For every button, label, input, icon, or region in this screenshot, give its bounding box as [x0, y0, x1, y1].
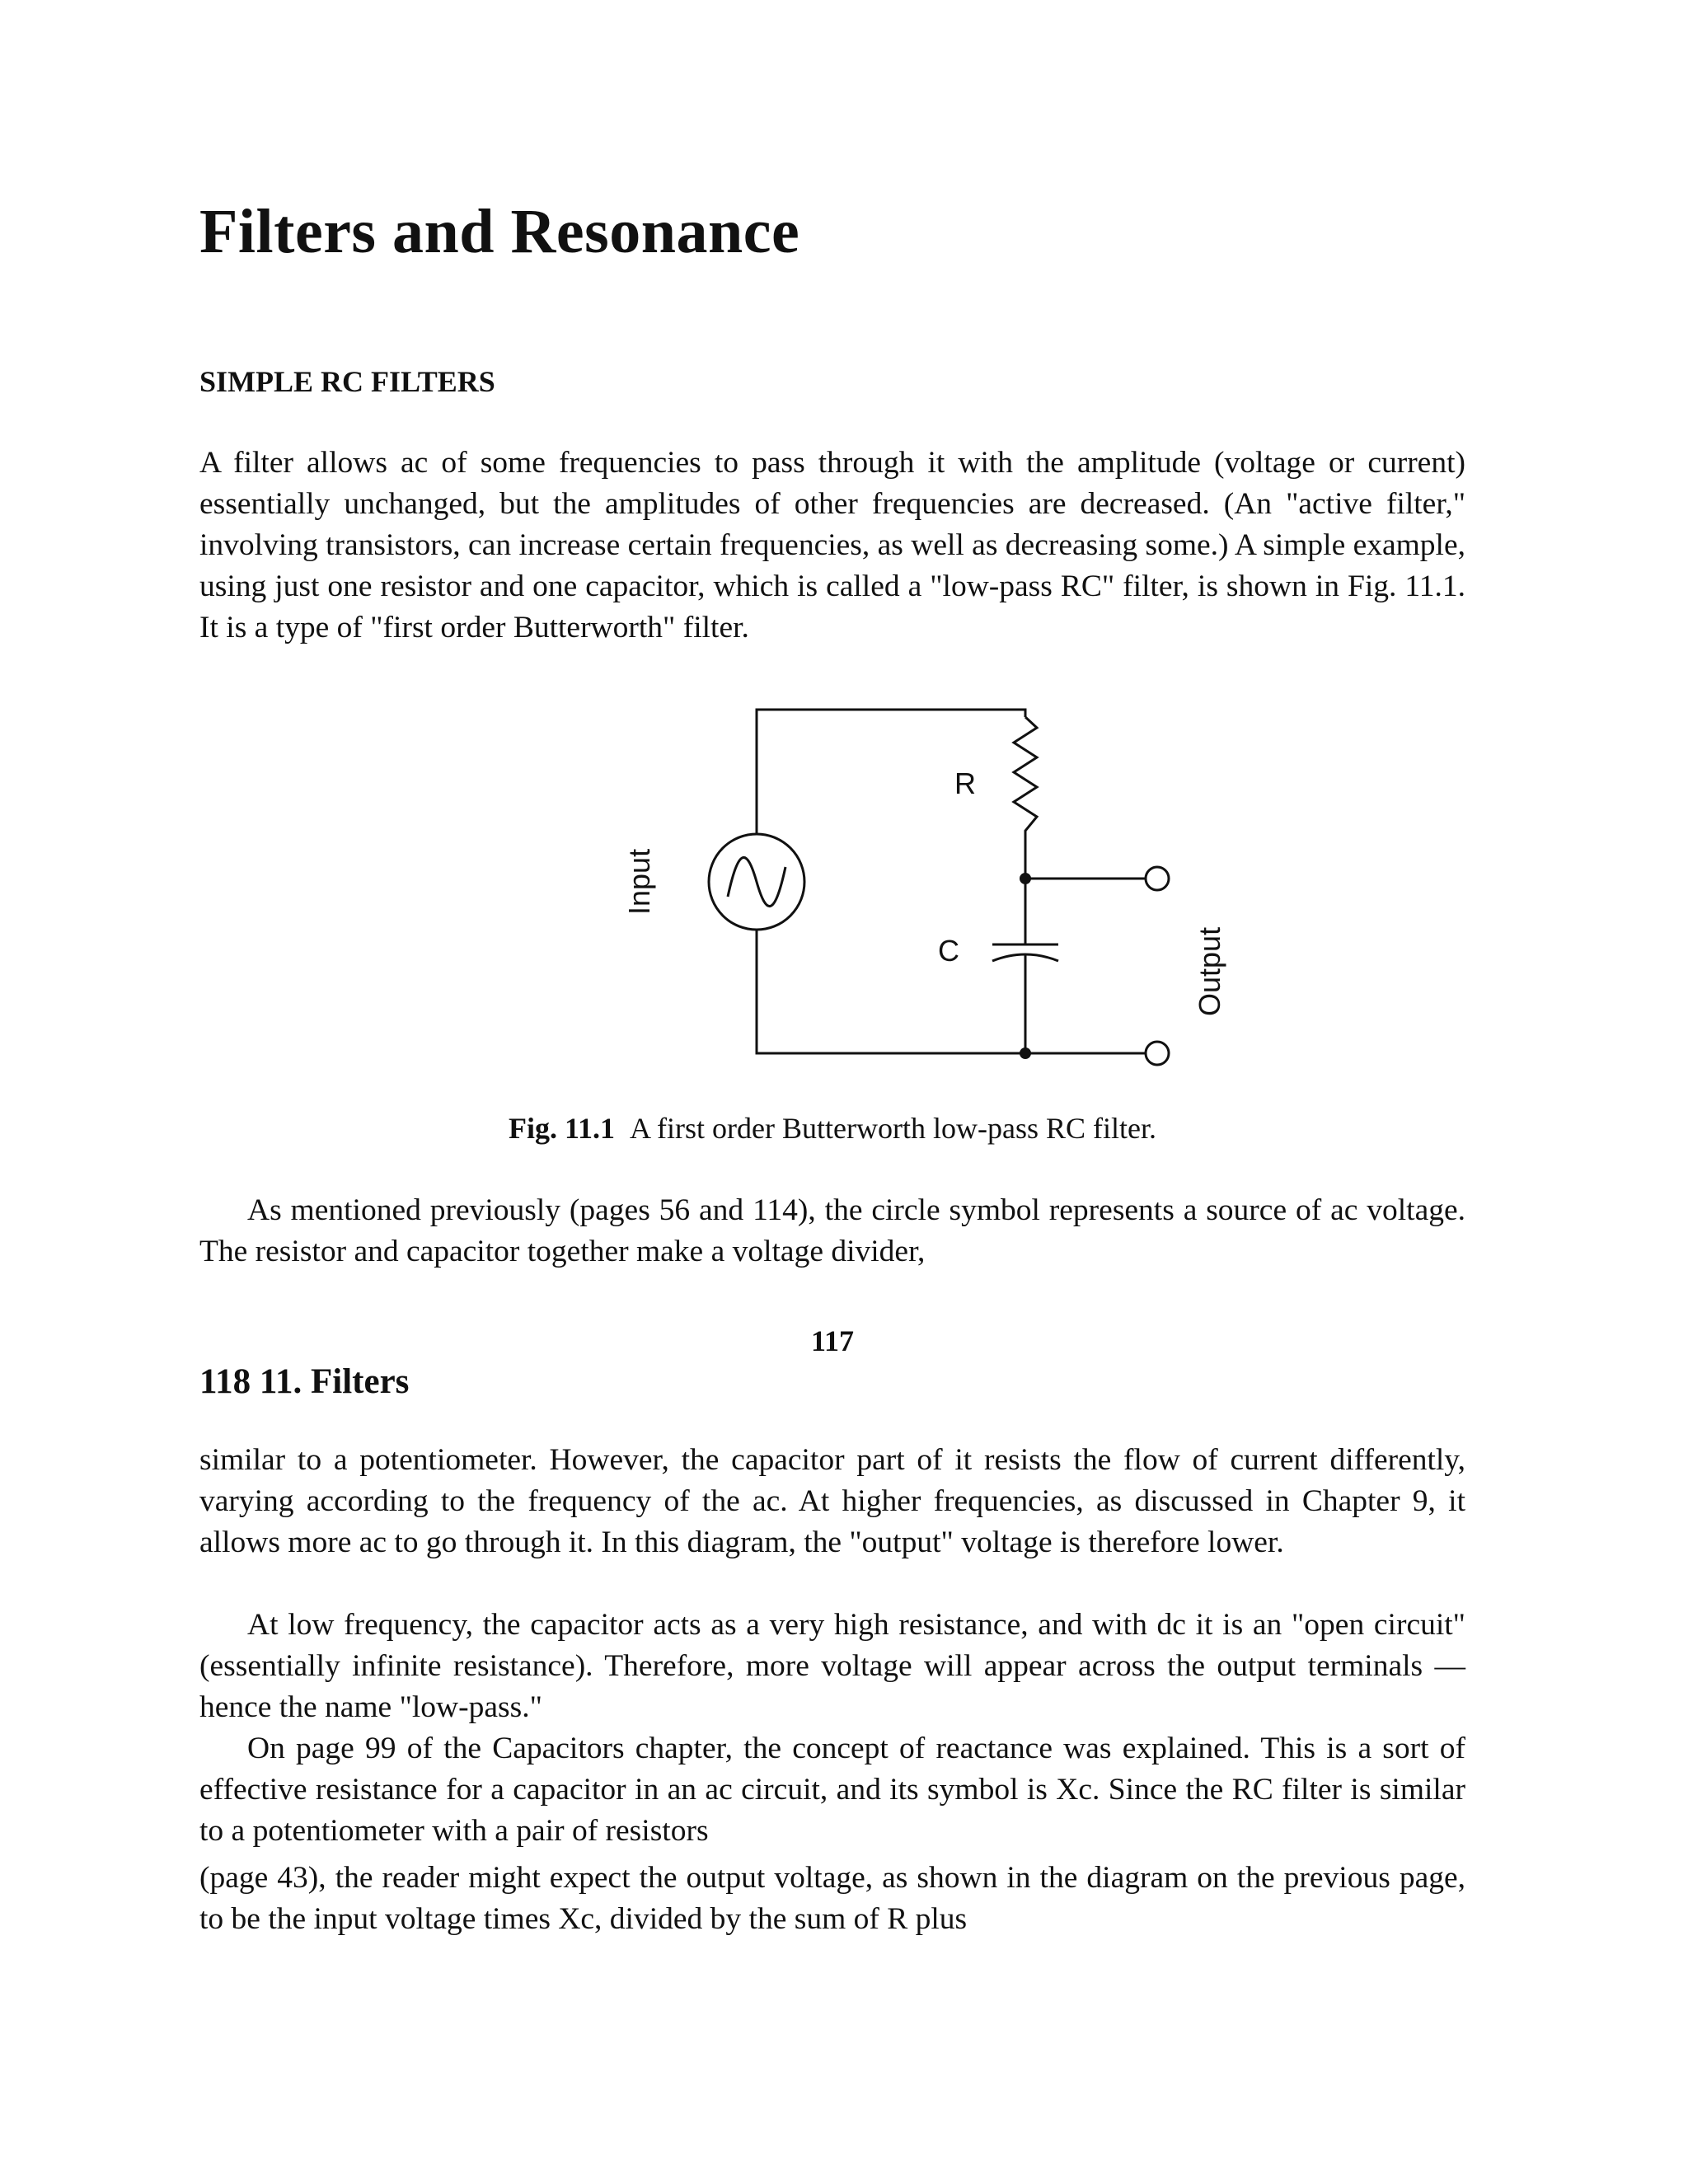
chapter-title: Filters and Resonance [199, 197, 800, 266]
body-paragraph-3: On page 99 of the Capacitors chapter, the concept of reactance was explained. This is a sort of effective resistance for a capacitor in an ac circuit, and its symbol is Xc. Since the RC filter is similar to a potentiometer with a pair of resistors [199, 1732, 1465, 1848]
resistor-label: R [954, 766, 976, 800]
sine-wave-icon [728, 857, 785, 906]
top-wire [757, 710, 1025, 835]
intro-paragraph: A filter allows ac of some frequencies to pass through it with the amplitude (voltage or current) essentially unchanged, but the amplitudes of other frequencies are decreased. (An "active filter," involving transistors, can increase certain frequencies, as well as decreasing some.) A simple example, using just one resistor and one capacitor, which is called a "low-pass RC" filter, is shown in Fig. 11.1. It is a type of "first order Butterworth" filter. [199, 446, 1465, 644]
body-paragraph-2: At low frequency, the capacitor acts as a very high resistance, and with dc it is an "open circuit" (essentially infinite resistance). Therefore, more voltage will appear across the output terminals — hence the name "low-pass." [199, 1608, 1465, 1724]
junction-dot-top [1020, 873, 1031, 884]
capacitor-label: C [938, 934, 959, 968]
section-heading: SIMPLE RC FILTERS [199, 365, 495, 398]
running-header: 118 11. Filters [199, 1362, 410, 1401]
figure-caption [199, 1111, 1465, 1146]
body-paragraph-1: similar to a potentiometer. However, the capacitor part of it resists the flow of current differently, varying according to the frequency of the ac. At higher frequencies, as discussed in Chapter 9, it allows more ac to go through it. In this diagram, the "output" voltage is therefore lower. [199, 1443, 1465, 1559]
rc-filter-circuit-diagram [600, 699, 1226, 1086]
output-top-terminal [1146, 867, 1169, 890]
resistor-icon [1014, 717, 1037, 879]
output-label: Output [1193, 926, 1226, 1016]
page-number: 117 [810, 1324, 854, 1357]
input-label: Input [622, 848, 656, 915]
junction-dot-bottom [1020, 1047, 1031, 1059]
body-paragraph-4: (page 43), the reader might expect the output voltage, as shown in the diagram on the previous page, to be the input voltage times Xc, divided by the sum of R plus [199, 1861, 1465, 1936]
figure-number: Fig. 11.1 [509, 1112, 616, 1145]
bottom-wire [757, 930, 1025, 1053]
paragraph-after-figure: As mentioned previously (pages 56 and 114), the circle symbol represents a source of ac voltage. The resistor and capacitor together make a voltage divider, [199, 1193, 1465, 1268]
figure-caption-text: A first order Butterworth low-pass RC filter. [630, 1112, 1156, 1145]
output-bottom-terminal [1146, 1042, 1169, 1065]
